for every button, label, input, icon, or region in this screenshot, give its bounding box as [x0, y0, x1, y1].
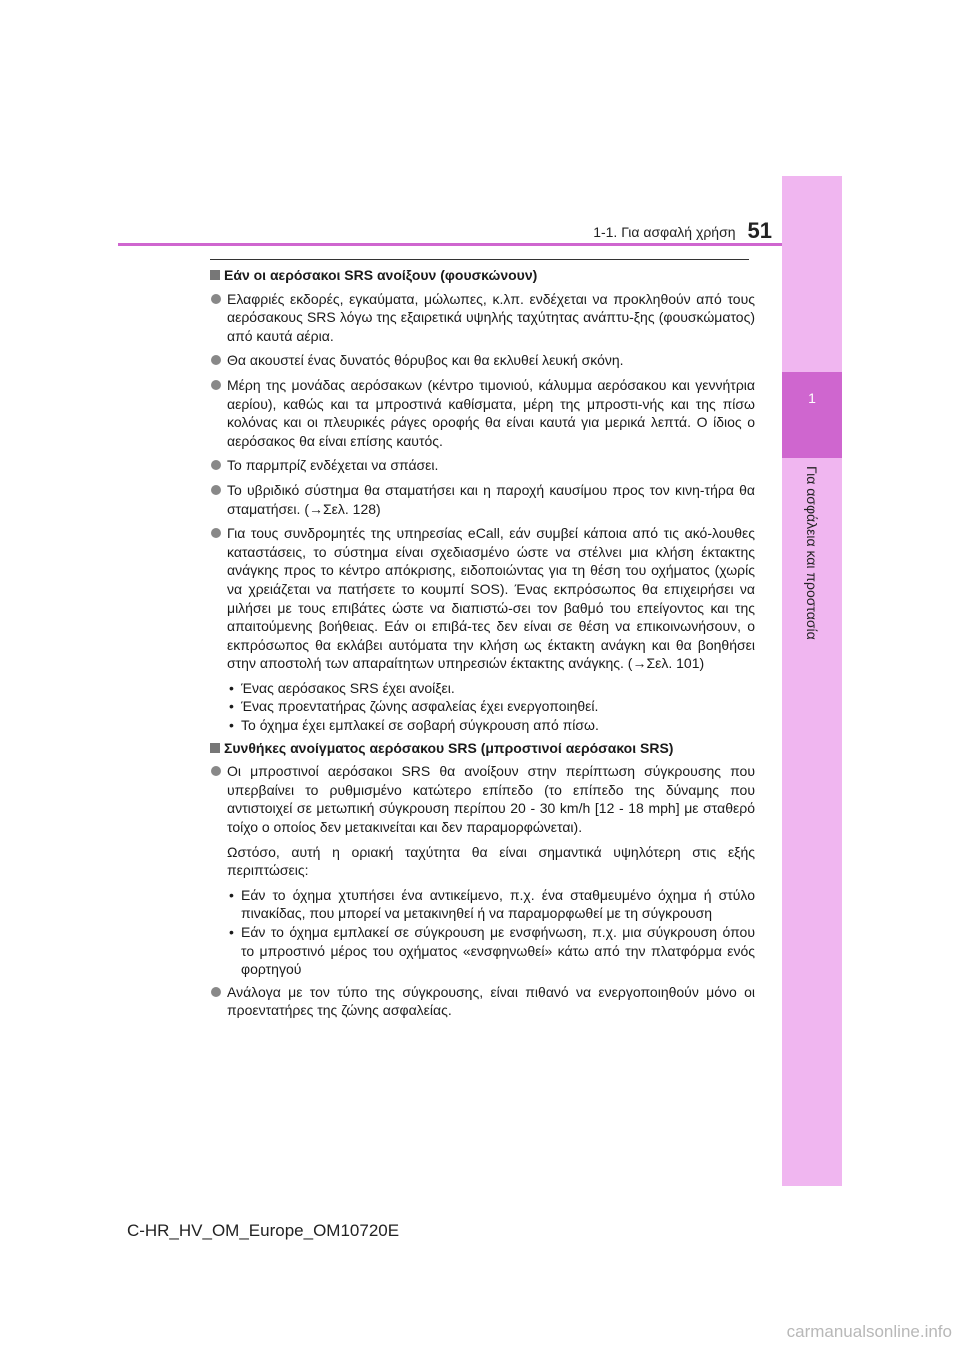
sub-list [210, 679, 755, 735]
round-bullet-icon [211, 766, 221, 776]
section-heading [210, 266, 755, 285]
chapter-number-marker [782, 372, 842, 458]
sub-list-item [210, 886, 755, 923]
round-bullet-icon [211, 355, 221, 365]
chapter-number: 1 [808, 390, 816, 406]
content-top-rule [210, 259, 749, 260]
dot-bullet-icon: • [229, 924, 234, 940]
section-heading-text: Συνθήκες ανοίγματος αερόσακου SRS (μπροστινοί αερόσακοι SRS) [224, 739, 674, 756]
page-number: 51 [747, 218, 772, 243]
dot-bullet-icon: • [229, 717, 234, 734]
round-bullet-icon [211, 485, 221, 495]
list-item-text: Ανάλογα με τον τύπο της σύγκρουσης, είναι πιθανό να ενεργοποιηθούν μόνο οι προεντατήρες της ζώνης ασφαλείας. [227, 983, 755, 1019]
list-item-text: Μέρη της μονάδας αερόσακων (κέντρο τιμονιού, κάλυμμα αερόσακου και γεννήτρια αερίου), καθώς και τα μπροστινά καθίσματα, μέρη της μπροστι-νής και της πίσω κολόνας και οι πλευρικές ράγες οροφής θα είναι καυτά για μερικά λεπτά. Ο ίδιος ο αερόσακος θα είναι επίσης καυτός. [227, 376, 755, 449]
list-item [210, 290, 755, 346]
sub-list-item [210, 923, 755, 979]
sub-list-item-text: Ένας αερόσακος SRS έχει ανοίξει. [241, 679, 455, 696]
sub-list-item [210, 679, 755, 698]
document-code-footer: C-HR_HV_OM_Europe_OM10720E [126, 1221, 400, 1240]
list-item-text: Οι μπροστινοί αερόσακοι SRS θα ανοίξουν στην περίπτωση σύγκρουσης που υπερβαίνει το ρυθμισμένο κατώτερο επίπεδο (το επίπεδο της δύναμης που αντιστοιχεί σε μετωπική σύγκρουση περίπου 20 - 30 km/h [12 - 18 mph] με σταθερό τοίχο ο οποίος δεν μετακινείται και δεν παραμορφώνεται). [227, 763, 755, 836]
chapter-side-tab [782, 176, 842, 1186]
page-header [520, 215, 772, 243]
sub-list [210, 886, 755, 979]
chapter-title: Για ασφάλεια και προστασία [804, 466, 820, 640]
list-item-text: Ελαφριές εκδορές, εγκαύματα, μώλωπες, κ.λπ. ενδέχεται να προκληθούν από τους αερόσακους SRS λόγω της εξαιρετικά υψηλής ταχύτητας ανάπτυ-ξης (φουσκώματος) από καυτά αέρια. [227, 290, 755, 344]
list-item [210, 762, 755, 836]
dot-bullet-icon: • [229, 698, 234, 715]
list-item-text: Το παρμπρίζ ενδέχεται να σπάσει. [227, 457, 439, 474]
round-bullet-icon [211, 380, 221, 390]
sub-list-item-text: Ένας προεντατήρας ζώνης ασφαλείας έχει ενεργοποιηθεί. [241, 698, 599, 715]
header-rule [118, 243, 782, 246]
round-bullet-icon [211, 528, 221, 538]
round-bullet-icon [211, 460, 221, 470]
section-heading-text: Εάν οι αερόσακοι SRS ανοίξουν (φουσκώνουν) [224, 267, 538, 283]
sub-list-item-text: Εάν το όχημα χτυπήσει ένα αντικείμενο, π.χ. ένα σταθμευμένο όχημα ή στύλο πινακίδας, που μπορεί να μετακινηθεί ή να παραμορφωθεί με τη σύγκρουση [241, 886, 755, 922]
round-bullet-icon [211, 987, 221, 997]
round-bullet-icon [211, 294, 221, 304]
sub-list-item [210, 716, 755, 735]
paragraph: Ωστόσο, αυτή η οριακή ταχύτητα θα είναι σημαντικά υψηλότερη στις εξής περιπτώσεις: [227, 843, 755, 879]
square-bullet-icon [210, 270, 220, 280]
dot-bullet-icon: • [229, 679, 234, 696]
list-item-text: Το υβριδικό σύστημα θα σταματήσει και η παροχή καυσίμου προς τον κινη-τήρα θα σταματήσει. (→Σελ. 128) [227, 481, 755, 517]
square-bullet-icon [210, 743, 220, 753]
dot-bullet-icon: • [229, 886, 234, 903]
list-item-text: Για τους συνδρομητές της υπηρεσίας eCall, εάν συμβεί κάποια από τις ακό-λουθες καταστάσεις, το σύστημα είναι σχεδιασμένο ώστε να στέλνει μια κλήση έκτακτης ανάγκης προς το κέντρο απόκρισης, ειδοποιώντας για τη θέση του οχήματος (χωρίς να χρειάζεται να πατήσετε το κουμπί SOS). Ένας εκπρόσωπος θα επιχειρήσει να μιλήσει με τους επιβάτες ώστε να διαπιστώ-σει τον βαθμό του επείγοντος και της απαιτούμενης βοήθειας. Εάν οι επιβά-τες δεν είναι σε θέση να επικοινωνήσουν, ο εκπρόσωπος θα εκλάβει αυτόματα την κλήση ως έκτακτη ανάγκη και θα βοηθήσει στην αποστολή των απαραίτητων υπηρεσιών έκτακτης ανάγκης. (→Σελ. 101) [227, 525, 755, 672]
section-label: 1-1. Για ασφαλή χρήση [593, 224, 736, 240]
list-item [210, 524, 755, 673]
sub-list-item-text: Το όχημα έχει εμπλακεί σε σοβαρή σύγκρουση από πίσω. [241, 717, 599, 734]
sub-list-item-text: Εάν το όχημα εμπλακεί σε σύγκρουση με ενσφήνωση, π.χ. μια σύγκρουση όπου το μπροστινό μέρος του οχήματος «ενσφηνωθεί» κάτω από την πλατφόρμα ενός φορτηγού [241, 924, 755, 978]
list-item [210, 351, 755, 370]
list-item [210, 376, 755, 450]
list-item [210, 456, 755, 475]
watermark: carmanualsonline.info [786, 1322, 952, 1341]
section-heading [210, 739, 755, 758]
page-content [210, 266, 755, 1026]
list-item [210, 481, 755, 518]
sub-list-item [210, 697, 755, 716]
list-item [210, 983, 755, 1020]
list-item-text: Θα ακουστεί ένας δυνατός θόρυβος και θα εκλυθεί λευκή σκόνη. [227, 352, 624, 369]
